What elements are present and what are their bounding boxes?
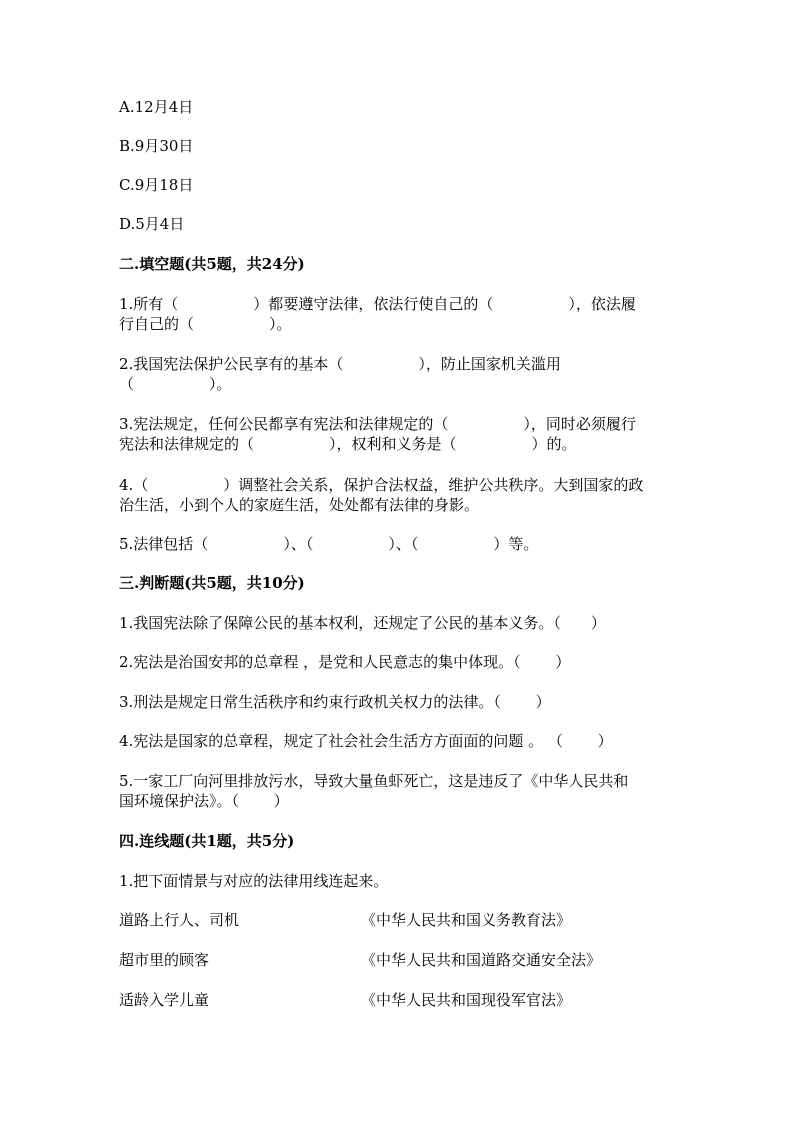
option-c: C.9月18日 (119, 176, 194, 194)
fill-q4-line1: 4.（ ）调整社会关系，保护合法权益，维护公共秩序。大到国家的政 (119, 476, 644, 494)
section-heading-matching: 四.连线题(共1题，共5分) (119, 832, 295, 850)
section-heading-true-false: 三.判断题(共5题，共10分) (119, 574, 305, 592)
fill-q1-line2: 行自己的（ ）。 (119, 315, 292, 333)
tf-q5-line1: 5.一家工厂向河里排放污水，导致大量鱼虾死亡，这是违反了《中华人民共和 (119, 772, 629, 790)
tf-q3: 3.刑法是规定日常生活秩序和约束行政机关权力的法律。（ ） (119, 693, 551, 711)
fill-q3-line1: 3.宪法规定，任何公民都享有宪法和法律规定的（ ），同时必须履行 (119, 415, 636, 433)
tf-q1: 1.我国宪法除了保障公民的基本权利，还规定了公民的基本义务。（ ） (119, 614, 606, 632)
matching-left-item: 适龄入学儿童 (119, 991, 210, 1009)
tf-q4: 4.宪法是国家的总章程，规定了社会社会生活方方面面的问题 。 （ ） (119, 732, 613, 750)
matching-left-item: 超市里的顾客 (119, 951, 210, 969)
option-d: D.5月4日 (119, 215, 185, 233)
tf-q5-line2: 国环境保护法》。（ ） (119, 792, 289, 810)
fill-q2-line1: 2.我国宪法保护公民享有的基本（ ），防止国家机关滥用 (119, 355, 561, 373)
option-a: A.12月4日 (119, 98, 194, 116)
matching-right-item: 《中华人民共和国现役军官法》 (361, 991, 572, 1009)
matching-q1: 1.把下面情景与对应的法律用线连起来。 (119, 872, 389, 890)
tf-q2: 2.宪法是治国安邦的总章程 ，是党和人民意志的集中体现。（ ） (119, 653, 571, 671)
option-b: B.9月30日 (119, 137, 194, 155)
fill-q3-line2: 宪法和法律规定的（ ），权利和义务是（ ）的。 (119, 435, 577, 453)
matching-left-item: 道路上行人、司机 (119, 911, 240, 929)
fill-q1-line1: 1.所有（ ）都要遵守法律，依法行使自己的（ ），依法履 (119, 295, 636, 313)
section-heading-fill-blank: 二.填空题(共5题，共24分) (119, 255, 305, 273)
fill-q4-line2: 治生活，小到个人的家庭生活，处处都有法律的身影。 (119, 496, 480, 514)
fill-q5-line1: 5.法律包括（ ）、（ ）、（ ）等。 (119, 535, 539, 553)
matching-right-item: 《中华人民共和国道路交通安全法》 (361, 951, 602, 969)
fill-q2-line2: （ ）。 (119, 375, 232, 393)
matching-right-item: 《中华人民共和国义务教育法》 (361, 911, 572, 929)
